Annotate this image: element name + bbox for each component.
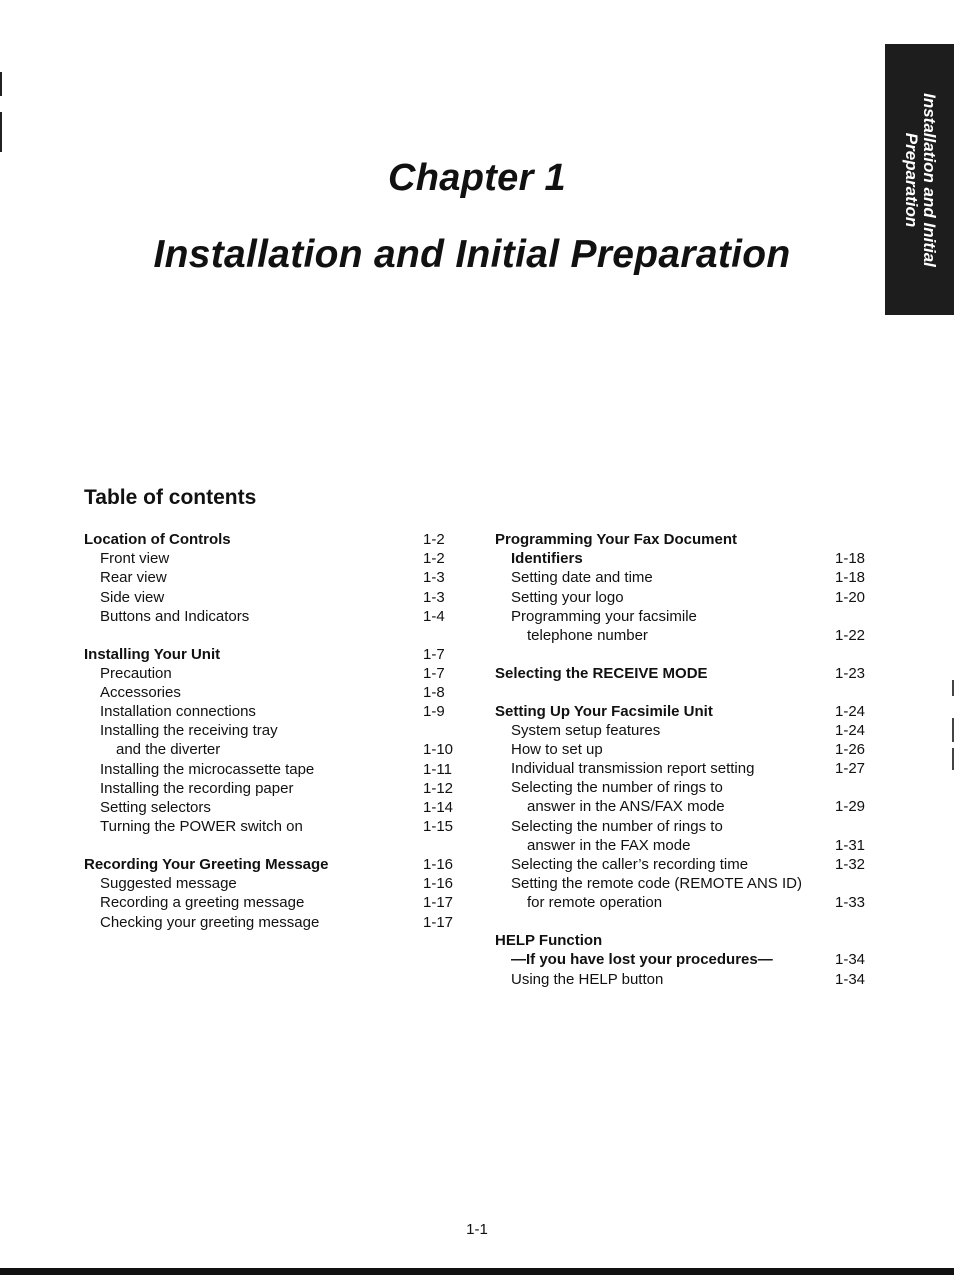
toc-entry-title: Installing the receiving tray	[100, 722, 278, 740]
toc-entry-title: Programming Your Fax Document	[495, 531, 737, 548]
toc-section-entry	[495, 950, 870, 969]
toc-entry-page: 1-12	[423, 779, 454, 797]
toc-entry-page: 1-24	[835, 702, 866, 720]
toc-entry-title: Front view	[100, 550, 170, 568]
toc-entry-title: Suggested message	[100, 875, 237, 893]
toc-entry-page: 1-16	[423, 856, 454, 873]
toc-entry-title: Selecting the number of rings to	[511, 817, 723, 835]
toc-entry-title: Selecting the number of rings to	[511, 779, 723, 797]
toc-entry-title: Recording a greeting message	[100, 894, 305, 912]
toc-section-entry	[84, 645, 460, 664]
toc-entry-page: 1-23	[835, 664, 866, 682]
toc-entry	[84, 874, 460, 893]
toc-entry-title: and the diverter	[116, 741, 221, 759]
toc-entry-title: Setting your logo	[511, 588, 624, 606]
toc-entry-title: Rear view	[100, 569, 167, 587]
toc-entry-title: Selecting the caller’s recording time	[511, 856, 749, 873]
toc-entry-title: Selecting the RECEIVE MODE	[495, 664, 708, 682]
toc-spacer	[495, 645, 870, 664]
toc-entry-title: Programming your facsimile	[511, 607, 697, 625]
toc-entry-page: 1-33	[835, 894, 866, 912]
toc-entry	[84, 549, 460, 568]
toc-entry-page: 1-2	[423, 550, 445, 568]
toc-entry-page: 1-2	[423, 531, 445, 548]
toc-left-column	[84, 530, 460, 932]
toc-section-entry	[84, 530, 460, 549]
toc-entry-title: Individual transmission report setting	[511, 760, 755, 778]
toc-entry	[84, 721, 460, 740]
toc-entry-page: 1-16	[423, 875, 454, 893]
toc-heading: Table of contents	[84, 486, 257, 509]
toc-entry	[84, 588, 460, 607]
toc-entry-title: Installing Your Unit	[84, 645, 221, 663]
toc-entry	[495, 970, 870, 989]
toc-entry-title: System setup features	[511, 721, 661, 739]
page-number: 1-1	[466, 1221, 488, 1238]
toc-entry	[495, 626, 870, 645]
toc-entry-page: 1-17	[423, 913, 454, 931]
toc-entry	[495, 874, 870, 893]
toc-entry-title: HELP Function	[495, 932, 603, 950]
toc-entry	[84, 683, 460, 702]
toc-entry-page: 1-34	[835, 951, 866, 969]
toc-entry	[495, 778, 870, 797]
toc-entry	[84, 817, 460, 836]
toc-entry-page: 1-7	[423, 664, 445, 682]
toc-spacer	[495, 683, 870, 702]
toc-entry-page: 1-29	[835, 798, 866, 816]
toc-entry-title: Installation connections	[100, 703, 256, 721]
toc-entry-title: —If you have lost your procedures—	[511, 951, 773, 969]
toc-entry	[84, 702, 460, 721]
toc-entry-page: 1-7	[423, 645, 445, 663]
toc-entry-page: 1-10	[423, 741, 454, 759]
toc-section-entry	[495, 549, 870, 568]
toc-entry-page: 1-20	[835, 588, 866, 606]
toc-entry-page: 1-18	[835, 550, 866, 568]
toc-entry	[495, 797, 870, 816]
scan-edge-mark	[0, 72, 2, 96]
toc-entry-page: 1-9	[423, 703, 445, 721]
toc-entry-page: 1-31	[835, 836, 866, 854]
toc-entry-title: Installing the recording paper	[100, 779, 294, 797]
side-tab-line-2: Preparation	[901, 132, 921, 227]
toc-entry-page: 1-3	[423, 569, 445, 587]
toc-entry	[495, 740, 870, 759]
toc-entry	[84, 913, 460, 932]
toc-entry-title: Setting date and time	[511, 569, 653, 587]
toc-entry	[495, 721, 870, 740]
toc-spacer	[84, 836, 460, 855]
toc-entry-title: Setting Up Your Facsimile Unit	[495, 702, 713, 720]
toc-entry-title: Setting the remote code (REMOTE ANS ID)	[511, 875, 802, 893]
toc-entry-title: Identifiers	[511, 550, 583, 568]
toc-entry-title: Precaution	[100, 664, 172, 682]
toc-entry	[84, 607, 460, 626]
toc-entry	[84, 568, 460, 587]
toc-entry-title: for remote operation	[527, 894, 663, 912]
toc-entry	[84, 798, 460, 817]
toc-entry-page: 1-17	[423, 894, 454, 912]
toc-entry	[84, 740, 460, 759]
page-bottom-edge	[0, 1268, 954, 1275]
toc-entry	[84, 664, 460, 683]
toc-entry	[495, 588, 870, 607]
toc-entry-title: Accessories	[100, 683, 181, 701]
toc-entry-title: Recording Your Greeting Message	[84, 856, 329, 873]
toc-spacer	[84, 626, 460, 645]
toc-entry-page: 1-32	[835, 856, 866, 873]
toc-spacer	[495, 913, 870, 932]
toc-entry-page: 1-24	[835, 721, 866, 739]
toc-entry	[84, 779, 460, 798]
toc-entry-page: 1-22	[835, 626, 866, 644]
toc-entry-page: 1-26	[835, 740, 866, 758]
toc-entry-page: 1-15	[423, 818, 454, 836]
chapter-title: Installation and Initial Preparation	[153, 233, 791, 276]
toc-entry-title: Buttons and Indicators	[100, 607, 250, 625]
toc-entry	[495, 568, 870, 587]
toc-entry-page: 1-3	[423, 588, 445, 606]
toc-entry-title: Side view	[100, 588, 165, 606]
toc-entry-page: 1-27	[835, 760, 866, 778]
toc-entry	[495, 759, 870, 778]
toc-entry-page: 1-4	[423, 607, 445, 625]
toc-section-entry	[495, 702, 870, 721]
toc-section-entry	[495, 664, 870, 683]
toc-entry-title: telephone number	[527, 626, 648, 644]
toc-entry-title: How to set up	[511, 740, 603, 758]
toc-entry-page: 1-14	[423, 799, 454, 817]
toc-section-entry	[495, 530, 870, 549]
toc-entry-title: answer in the ANS/FAX mode	[527, 798, 725, 816]
toc-entry-page: 1-11	[423, 760, 452, 778]
toc-entry	[84, 760, 460, 779]
toc-entry-title: Installing the microcassette tape	[100, 760, 315, 778]
toc-entry-title: Location of Controls	[84, 531, 231, 548]
toc-entry-page: 1-34	[835, 970, 866, 988]
toc-entry	[495, 607, 870, 626]
toc-entry-page: 1-18	[835, 569, 866, 587]
toc-entry	[495, 855, 870, 874]
toc-entry-title: Turning the POWER switch on	[100, 818, 303, 836]
scan-edge-mark	[0, 112, 2, 152]
toc-section-entry	[84, 855, 460, 874]
toc-entry-title: Setting selectors	[100, 799, 211, 817]
toc-right-column	[495, 530, 870, 989]
toc-entry	[84, 893, 460, 912]
toc-entry-title: Using the HELP button	[511, 970, 664, 988]
side-tab-line-1: Installation and Initial	[919, 92, 939, 267]
toc-entry-page: 1-8	[423, 683, 445, 701]
chapter-label: Chapter 1	[388, 157, 566, 199]
toc-entry-title: answer in the FAX mode	[527, 836, 691, 854]
toc-entry	[495, 817, 870, 836]
toc-entry	[495, 836, 870, 855]
toc-entry	[495, 893, 870, 912]
toc-entry-title: Checking your greeting message	[100, 913, 320, 931]
toc-section-entry	[495, 931, 870, 950]
